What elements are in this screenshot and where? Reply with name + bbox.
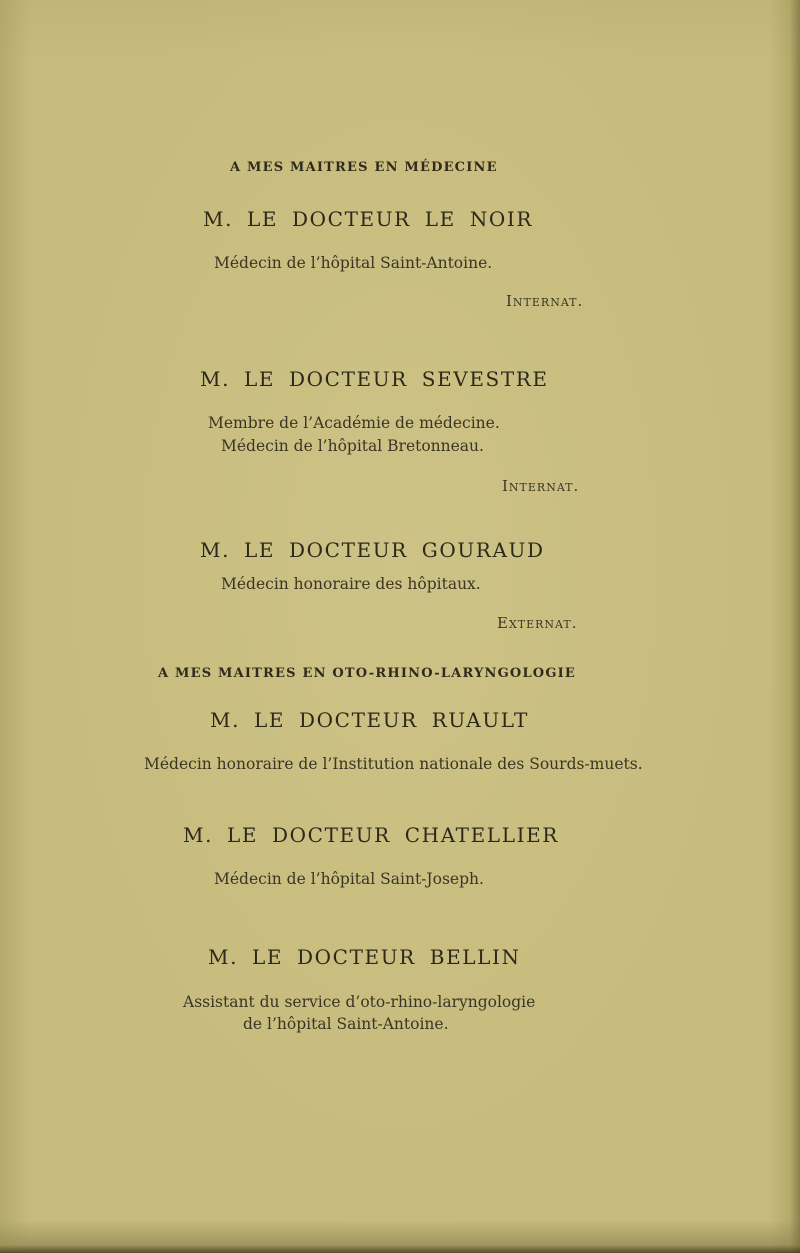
section-heading-medecine: A MES MAITRES EN MÉDECINE [230,160,498,175]
doctor-name-bellin: M. LE DOCTEUR BELLIN [208,945,521,969]
doctor-name-chatellier: M. LE DOCTEUR CHATELLIER [183,823,559,847]
doctor-description: Médecin de l’hôpital Bretonneau. [221,437,484,455]
page-edge-shadow [790,0,800,1253]
doctor-description: de l’hôpital Saint-Antoine. [243,1015,449,1033]
doctor-description: Médecin de l’hôpital Saint-Antoine. [214,254,493,272]
doctor-description: Membre de l’Académie de médecine. [208,414,500,432]
doctor-description: Médecin honoraire des hôpitaux. [221,575,481,593]
doctor-name-sevestre: M. LE DOCTEUR SEVESTRE [200,367,549,391]
page-bottom-shadow [0,1245,800,1253]
doctor-description: Médecin honoraire de l’Institution nationale des Sourds-muets. [144,755,643,773]
doctor-name-ruault: M. LE DOCTEUR RUAULT [210,708,529,732]
section-heading-orl: A MES MAITRES EN OTO-RHINO-LARYNGOLOGIE [158,666,577,681]
doctor-tag-internat: Internat. [506,292,584,310]
doctor-tag-externat: Externat. [497,614,578,632]
doctor-tag-internat: Internat. [502,477,580,495]
doctor-description: Médecin de l’hôpital Saint-Joseph. [214,870,484,888]
doctor-description: Assistant du service d’oto-rhino-laryngologie [183,993,536,1011]
doctor-name-le-noir: M. LE DOCTEUR LE NOIR [203,207,534,231]
doctor-name-gouraud: M. LE DOCTEUR GOURAUD [200,538,545,562]
